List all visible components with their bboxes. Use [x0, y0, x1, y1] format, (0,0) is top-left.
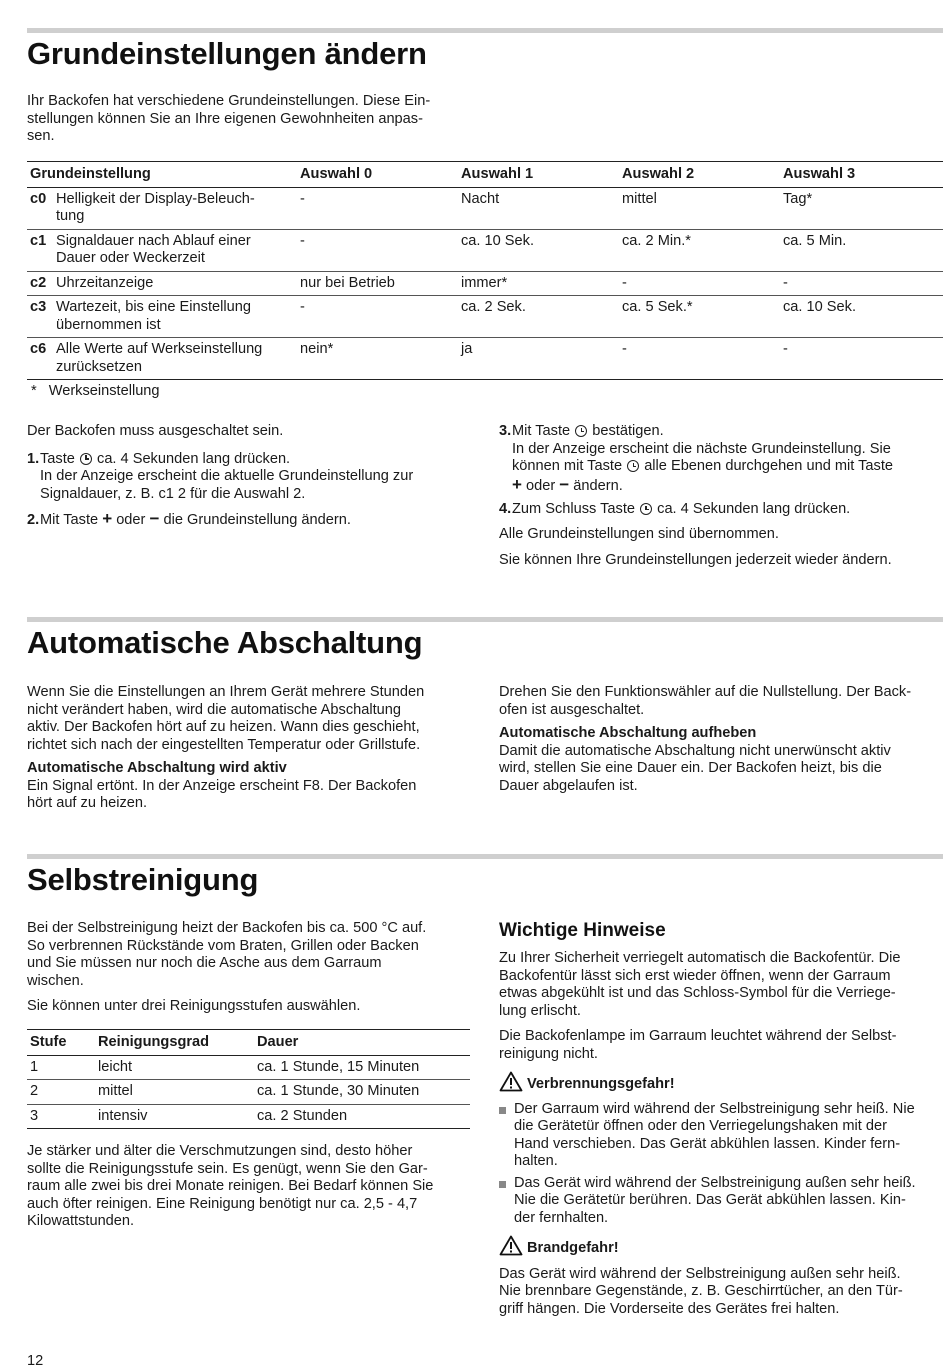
column-header: Reinigungsgrad [95, 1030, 254, 1056]
clock-icon [627, 460, 639, 472]
table-cell: ca. 10 Sek. [458, 229, 619, 271]
setting-description: Signaldauer nach Ablauf einer Dauer oder Weckerzeit [56, 232, 251, 266]
table-cell: ca. 1 Stunde, 15 Minuten [254, 1055, 470, 1080]
paragraph: Ein Signal ertönt. In der Anzeige erscheint F8. Der Backofen hört auf zu heizen. [27, 777, 417, 811]
square-bullet-icon [499, 1181, 506, 1188]
column-header: Auswahl 1 [458, 162, 619, 188]
section-title: Grundeinstellungen ändern [27, 36, 427, 71]
table-cell: - [780, 271, 943, 296]
section-title: Automatische Abschaltung [27, 625, 423, 660]
square-bullet-icon [499, 1107, 506, 1114]
table-cell: ca. 2 Stunden [254, 1104, 470, 1129]
table-cell: - [619, 338, 780, 380]
table-cell: - [297, 296, 458, 338]
table-cell: - [297, 187, 458, 229]
table-cell: - [297, 229, 458, 271]
auto-off-right [499, 684, 943, 795]
page-number: 12 [27, 1353, 44, 1369]
warning-triangle-icon [499, 1235, 523, 1262]
table-cell: nein* [297, 338, 458, 380]
section-rule [27, 28, 943, 33]
clock-icon [575, 425, 587, 437]
step-1-detail: In der Anzeige erscheint die aktuelle Grundeinstellung zur Signaldauer, z. B. c1 2 für die Auswahl 2. [40, 468, 414, 502]
plus-icon: + [102, 509, 113, 528]
paragraph: Damit die automatische Abschaltung nicht unerwünscht aktiv wird, stellen Sie eine Dauer ein. Der Backofen heizt, bis die Dauer abgelaufen ist. [499, 742, 891, 794]
warning-heading: Verbrennungsgefahr! [499, 1071, 943, 1098]
list-item: Der Garraum wird während der Selbstreinigung sehr heiß. Nie die Gerätetür öffnen oder den Verriegelungshaken mit der Hand verschieben. Das Gerät abkühlen lassen. Kinder fern- halten. [499, 1101, 943, 1171]
table-cell: ja [458, 338, 619, 380]
setting-description: Wartezeit, bis eine Einstellung übernommen ist [56, 299, 251, 333]
setting-code: c6 [30, 341, 47, 357]
table-cell: mittel [95, 1080, 254, 1105]
setting-description: Helligkeit der Display-Beleuch- tung [56, 190, 255, 224]
table-cell: immer* [458, 271, 619, 296]
paragraph: Sie können unter drei Reinigungsstufen auswählen. [27, 998, 361, 1014]
setting-code: c3 [30, 299, 47, 315]
table-cell: ca. 2 Min.* [619, 229, 780, 271]
table-cell: mittel [619, 187, 780, 229]
clock-icon [640, 503, 652, 515]
table-cell: - [619, 271, 780, 296]
table-header-row [27, 1030, 470, 1056]
table-row [27, 271, 943, 296]
table-cell: 2 [27, 1080, 95, 1105]
clock-icon [80, 453, 92, 465]
column-header: Stufe [27, 1030, 95, 1056]
table-footnote: * Werkseinstellung [31, 383, 160, 399]
table-cell: - [780, 338, 943, 380]
plus-icon: + [512, 474, 522, 494]
self-clean-left [27, 920, 477, 1016]
setting-description: Alle Werte auf Werkseinstellung zurücksetzen [56, 341, 263, 375]
table-cell: Nacht [458, 187, 619, 229]
result-text: Alle Grundeinstellungen sind übernommen. [499, 525, 779, 542]
table-cell: Tag* [780, 187, 943, 229]
column-header: Auswahl 3 [780, 162, 943, 188]
column-header: Auswahl 0 [297, 162, 458, 188]
paragraph: Das Gerät wird während der Selbstreinigung außen sehr heiß. Nie brennbare Gegenstände, z. B. Geschirrtücher, an den Tür- griff hängen. Die Vorderseite des Gerätes frei halten. [499, 1265, 903, 1317]
subheading: Automatische Abschaltung aufheben [499, 725, 757, 741]
cleaning-levels-table [27, 1029, 470, 1129]
table-cell: ca. 5 Min. [780, 229, 943, 271]
auto-off-left [27, 684, 477, 813]
setting-description: Uhrzeitanzeige [56, 274, 154, 291]
table-row [27, 187, 943, 229]
section-rule [27, 617, 943, 622]
table-row [27, 229, 943, 271]
column-header: Grundeinstellung [27, 162, 297, 188]
table-cell: ca. 2 Sek. [458, 296, 619, 338]
paragraph: Je stärker und älter die Verschmutzungen sind, desto höher sollte die Reinigungsstufe sein. Es genügt, wenn Sie den Gar- raum alle zwei bis drei Monate reinigen. Bei Bedarf können Sie auch öfter reinigen. Eine Reinigung benötigt nur ca. 2,5 - 4,7 Kilowattstunden. [27, 1143, 434, 1229]
warning-heading: Brandgefahr! [499, 1235, 943, 1262]
paragraph: Drehen Sie den Funktionswähler auf die Nullstellung. Der Back- ofen ist ausgeschaltet. [499, 684, 912, 718]
steps-right [499, 423, 943, 570]
step-4: 4.Zum Schluss Taste ca. 4 Sekunden lang drücken. [499, 501, 851, 517]
minus-icon: − [149, 509, 160, 528]
step-3-detail: In der Anzeige erscheint die nächste Grundeinstellung. Sie können mit Taste alle Ebenen durchgehen und mit Taste + oder − ändern. [512, 440, 894, 494]
table-cell: 3 [27, 1104, 95, 1129]
settings-table [27, 161, 943, 380]
setting-code: c0 [30, 190, 47, 207]
table-cell: ca. 1 Stunde, 30 Minuten [254, 1080, 470, 1105]
setting-code: c1 [30, 232, 47, 249]
paragraph: Bei der Selbstreinigung heizt der Backofen bis ca. 500 °C auf. So verbrennen Rückstände vom Braten, Grillen oder Backen und Sie müssen nur noch die Asche aus dem Garraum wischen. [27, 920, 427, 989]
warning-triangle-icon [499, 1071, 523, 1098]
note-text: Sie können Ihre Grundeinstellungen jederzeit wieder ändern. [499, 552, 892, 568]
setting-code: c2 [30, 274, 47, 291]
section-rule [27, 854, 943, 859]
step-1: 1.Taste ca. 4 Sekunden lang drücken. [27, 450, 291, 467]
table-header-row [27, 162, 943, 188]
paragraph: Wenn Sie die Einstellungen an Ihrem Gerät mehrere Stunden nicht verändert haben, wird die automatische Abschaltung aktiv. Der Backofen hört auf zu heizen. Wann dies geschieht, richtet sich nach der eingestellten Temperatur oder Grillstufe. [27, 684, 425, 753]
subheading: Automatische Abschaltung wird aktiv [27, 760, 287, 776]
step-2: 2.Mit Taste + oder − die Grundeinstellung ändern. [27, 509, 351, 528]
step-3: 3.Mit Taste bestätigen. [499, 423, 664, 439]
paragraph: Die Backofenlampe im Garraum leuchtet während der Selbst- reinigung nicht. [499, 1028, 897, 1062]
table-row [27, 1104, 470, 1129]
table-row [27, 1055, 470, 1080]
intro-paragraph: Ihr Backofen hat verschiedene Grundeinstellungen. Diese Ein- stellungen können Sie an Ihre eigenen Gewohnheiten anpas- sen. [27, 93, 431, 144]
table-cell: ca. 5 Sek.* [619, 296, 780, 338]
precondition-text: Der Backofen muss ausgeschaltet sein. [27, 423, 284, 439]
table-cell: nur bei Betrieb [297, 271, 458, 296]
table-row [27, 296, 943, 338]
list-item: Das Gerät wird während der Selbstreinigung außen sehr heiß. Nie die Gerätetür berühren. Das Gerät abkühlen lassen. Kin- der fernhalten. [499, 1175, 943, 1228]
paragraph: Zu Ihrer Sicherheit verriegelt automatisch die Backofentür. Die Backofentür lässt sich erst wieder öffnen, wenn der Garraum etwas abgekühlt ist und das Schloss-Symbol für die Verriege- lung erlischt. [499, 950, 901, 1019]
steps-left [27, 423, 477, 530]
table-cell: ca. 10 Sek. [780, 296, 943, 338]
table-row [27, 1080, 470, 1105]
table-row [27, 338, 943, 380]
column-header: Auswahl 2 [619, 162, 780, 188]
table-cell: 1 [27, 1055, 95, 1080]
column-header: Dauer [254, 1030, 470, 1056]
table-cell: intensiv [95, 1104, 254, 1129]
section-title: Selbstreinigung [27, 862, 259, 897]
table-cell: leicht [95, 1055, 254, 1080]
minus-icon: − [559, 474, 570, 494]
subheading: Wichtige Hinweise [499, 920, 666, 941]
self-clean-right [499, 920, 943, 1318]
